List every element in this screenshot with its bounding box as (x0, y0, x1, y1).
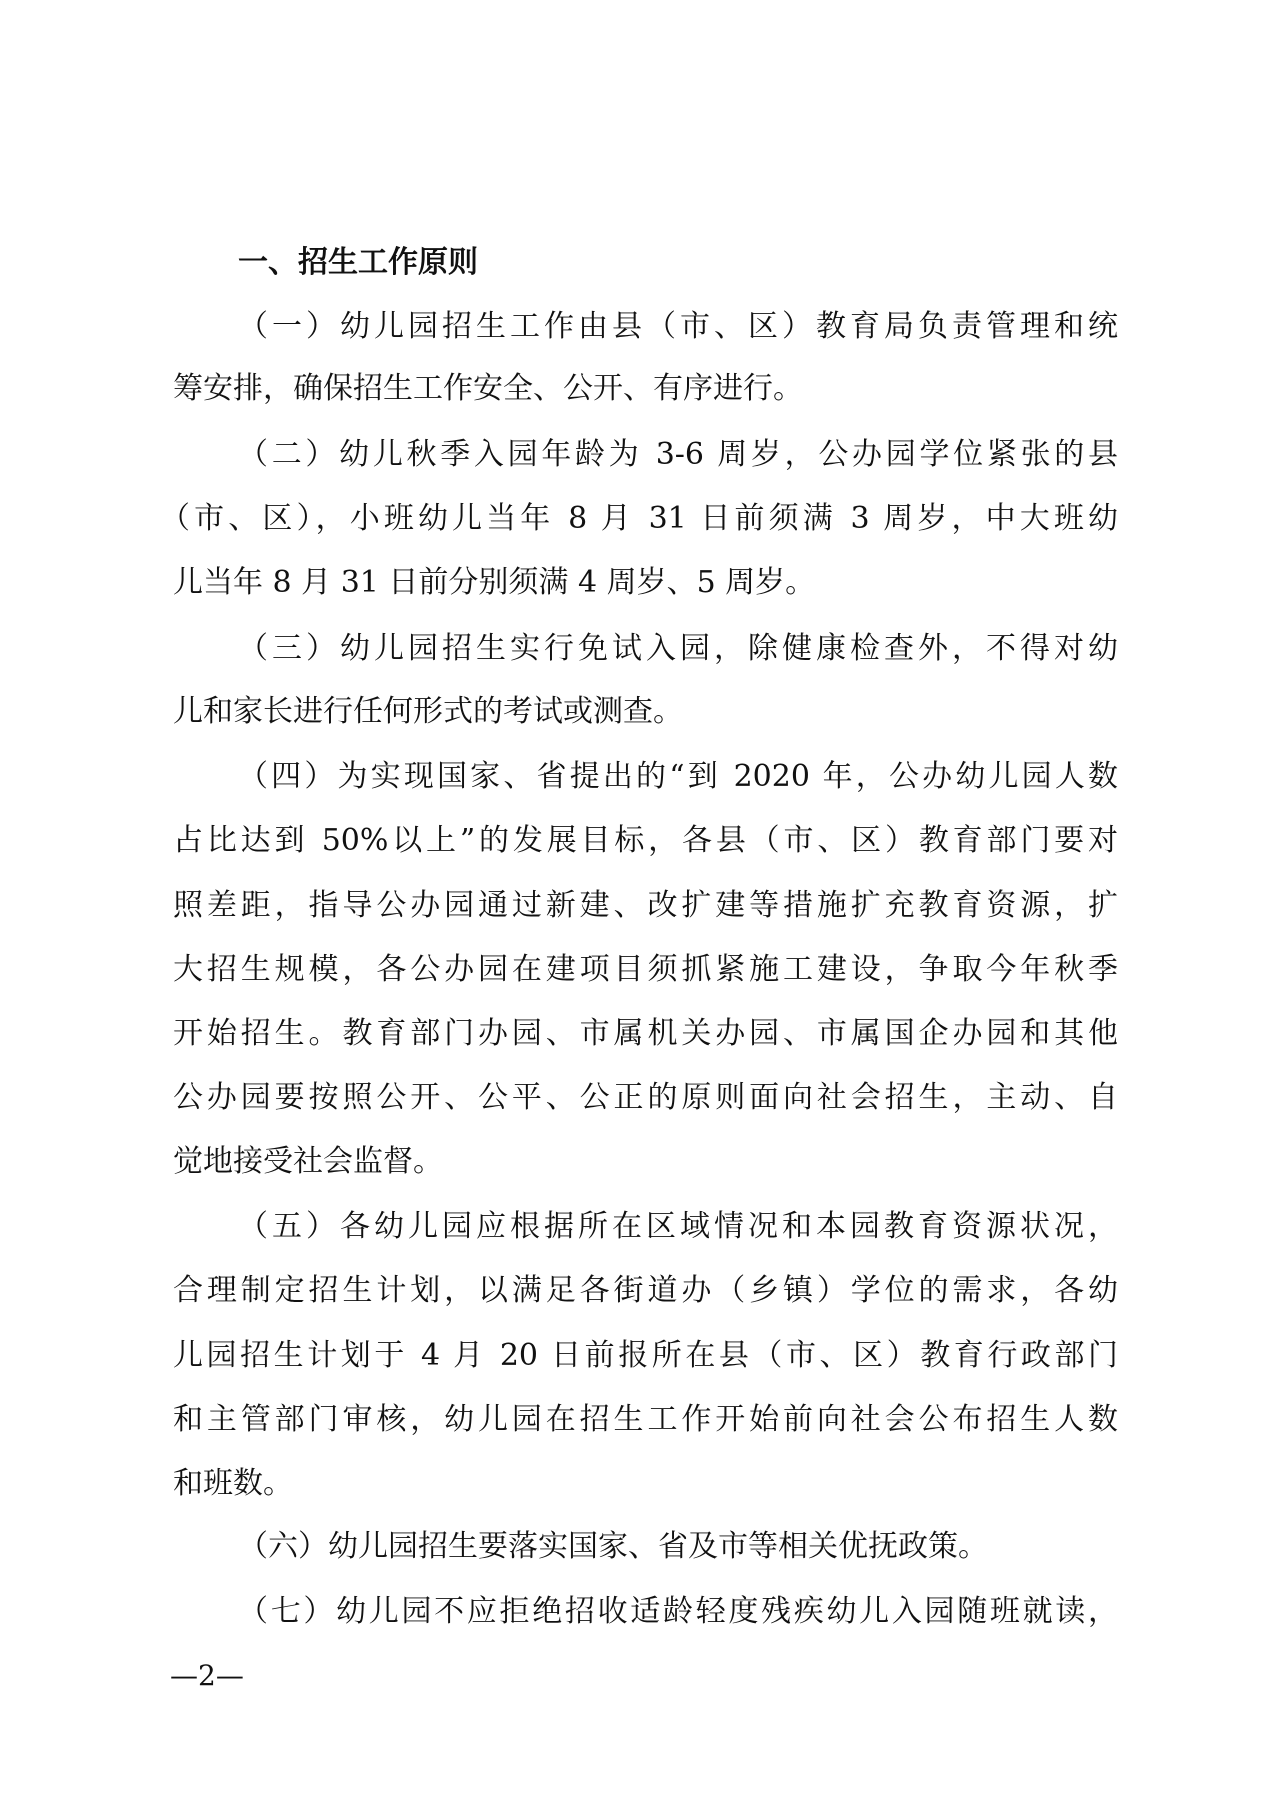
paragraph-line: 开始招生。教育部门办园、市属机关办园、市属国企办园和其他 (173, 1016, 1118, 1051)
paragraph-line: 占比达到 50%以上”的发展目标，各县（市、区）教育部门要对 (173, 823, 1118, 858)
paragraph-line: 公办园要按照公开、公平、公正的原则面向社会招生，主动、自 (173, 1080, 1118, 1115)
paragraph-line: （三）幼儿园招生实行免试入园，除健康检查外，不得对幼 (238, 631, 1118, 666)
paragraph-line: （二）幼儿秋季入园年龄为 3-6 周岁，公办园学位紧张的县 (238, 437, 1118, 472)
paragraph-line: 合理制定招生计划，以满足各街道办（乡镇）学位的需求，各幼 (173, 1273, 1118, 1308)
paragraph-line: 照差距，指导公办园通过新建、改扩建等措施扩充教育资源，扩 (173, 888, 1118, 923)
paragraph-line: 和班数。 (173, 1466, 293, 1501)
paragraph-line: 儿园招生计划于 4 月 20 日前报所在县（市、区）教育行政部门 (173, 1338, 1118, 1373)
paragraph-line: （五）各幼儿园应根据所在区域情况和本园教育资源状况， (238, 1209, 1118, 1244)
paragraph-line: 筹安排，确保招生工作安全、公开、有序进行。 (173, 371, 803, 406)
paragraph-line: 儿当年 8 月 31 日前分别须满 4 周岁、5 周岁。 (173, 565, 816, 600)
paragraph-line: （市、区），小班幼儿当年 8 月 31 日前须满 3 周岁，中大班幼 (160, 501, 1118, 536)
section-heading: 一、招生工作原则 (238, 245, 478, 280)
paragraph-line: 儿和家长进行任何形式的考试或测查。 (173, 694, 683, 729)
page-number: —2— (170, 1659, 244, 1692)
paragraph-line: 大招生规模，各公办园在建项目须抓紧施工建设，争取今年秋季 (173, 952, 1118, 987)
paragraph-line: （一）幼儿园招生工作由县（市、区）教育局负责管理和统 (238, 309, 1118, 344)
paragraph-line: （七）幼儿园不应拒绝招收适龄轻度残疾幼儿入园随班就读， (238, 1594, 1118, 1629)
paragraph-line: （六）幼儿园招生要落实国家、省及市等相关优抚政策。 (238, 1529, 988, 1564)
paragraph-line: （四）为实现国家、省提出的“到 2020 年，公办幼儿园人数 (238, 759, 1118, 794)
paragraph-line: 和主管部门审核，幼儿园在招生工作开始前向社会公布招生人数 (173, 1402, 1118, 1437)
paragraph-line: 觉地接受社会监督。 (173, 1144, 443, 1179)
